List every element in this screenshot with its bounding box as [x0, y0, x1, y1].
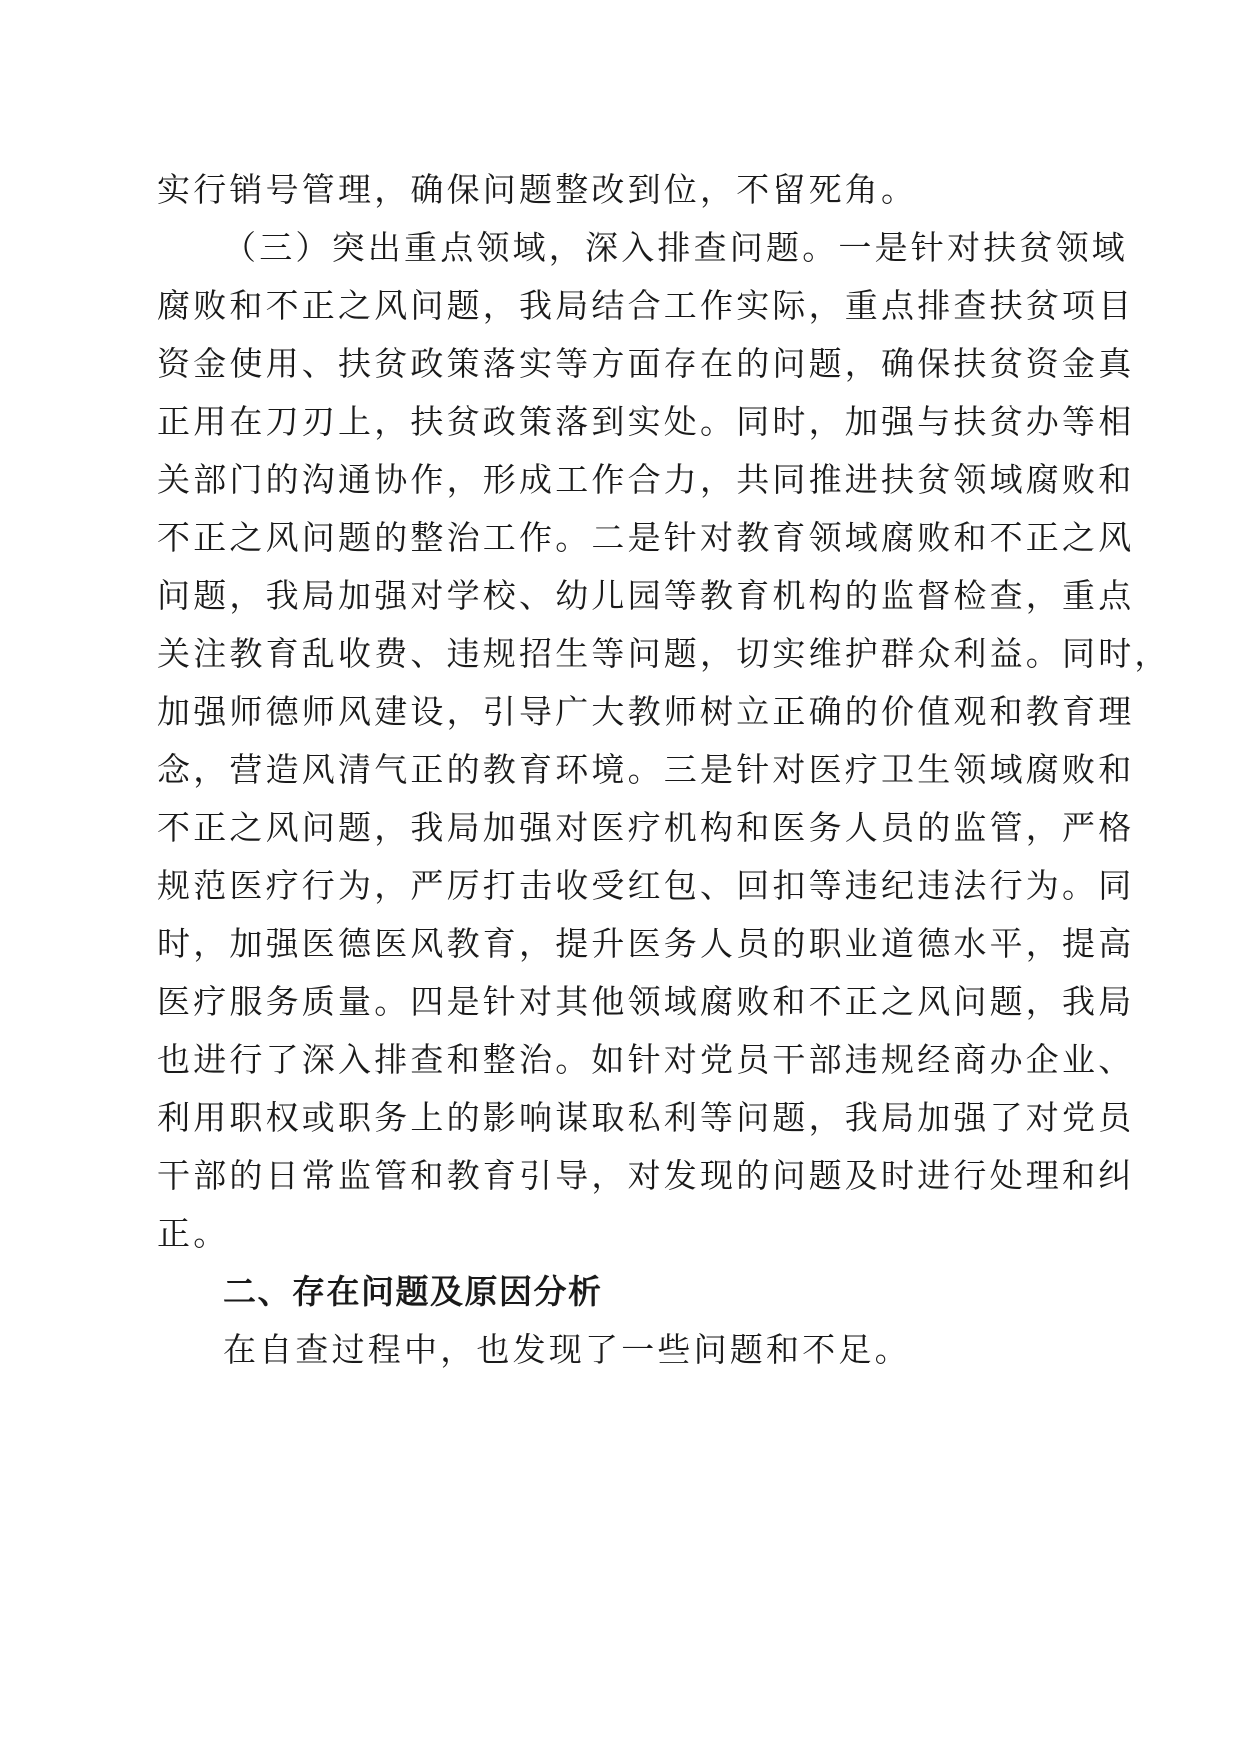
section-heading: 二、存在问题及原因分析	[223, 1272, 603, 1311]
paragraph-line: 在自查过程中，也发现了一些问题和不足。	[223, 1330, 911, 1369]
paragraph-line: 利用职权或职务上的影响谋取私利等问题，我局加强了对党员	[157, 1098, 1135, 1137]
paragraph-line: 正。	[157, 1214, 230, 1253]
paragraph-line: 医疗服务质量。四是针对其他领域腐败和不正之风问题，我局	[157, 982, 1135, 1021]
paragraph-line: 正用在刀刃上，扶贫政策落到实处。同时，加强与扶贫办等相	[157, 402, 1135, 441]
paragraph-line: 关注教育乱收费、违规招生等问题，切实维护群众利益。同时，	[157, 634, 1171, 673]
paragraph-line: 资金使用、扶贫政策落实等方面存在的问题，确保扶贫资金真	[157, 344, 1135, 383]
paragraph-line: （三）突出重点领域，深入排查问题。一是针对扶贫领域	[223, 228, 1128, 267]
paragraph-line: 念，营造风清气正的教育环境。三是针对医疗卫生领域腐败和	[157, 750, 1135, 789]
paragraph-line: 加强师德师风建设，引导广大教师树立正确的价值观和教育理	[157, 692, 1135, 731]
paragraph-line: 腐败和不正之风问题，我局结合工作实际，重点排查扶贫项目	[157, 286, 1135, 325]
paragraph-line: 不正之风问题的整治工作。二是针对教育领域腐败和不正之风	[157, 518, 1135, 557]
paragraph-line: 不正之风问题，我局加强对医疗机构和医务人员的监管，严格	[157, 808, 1135, 847]
paragraph-line: 干部的日常监管和教育引导，对发现的问题及时进行处理和纠	[157, 1156, 1135, 1195]
paragraph-line: 也进行了深入排查和整治。如针对党员干部违规经商办企业、	[157, 1040, 1135, 1079]
paragraph-line: 时，加强医德医风教育，提升医务人员的职业道德水平，提高	[157, 924, 1135, 963]
paragraph-line: 关部门的沟通协作，形成工作合力，共同推进扶贫领域腐败和	[157, 460, 1135, 499]
paragraph-line: 实行销号管理，确保问题整改到位，不留死角。	[157, 170, 918, 209]
paragraph-line: 问题，我局加强对学校、幼儿园等教育机构的监督检查，重点	[157, 576, 1135, 615]
paragraph-line: 规范医疗行为，严厉打击收受红包、回扣等违纪违法行为。同	[157, 866, 1135, 905]
